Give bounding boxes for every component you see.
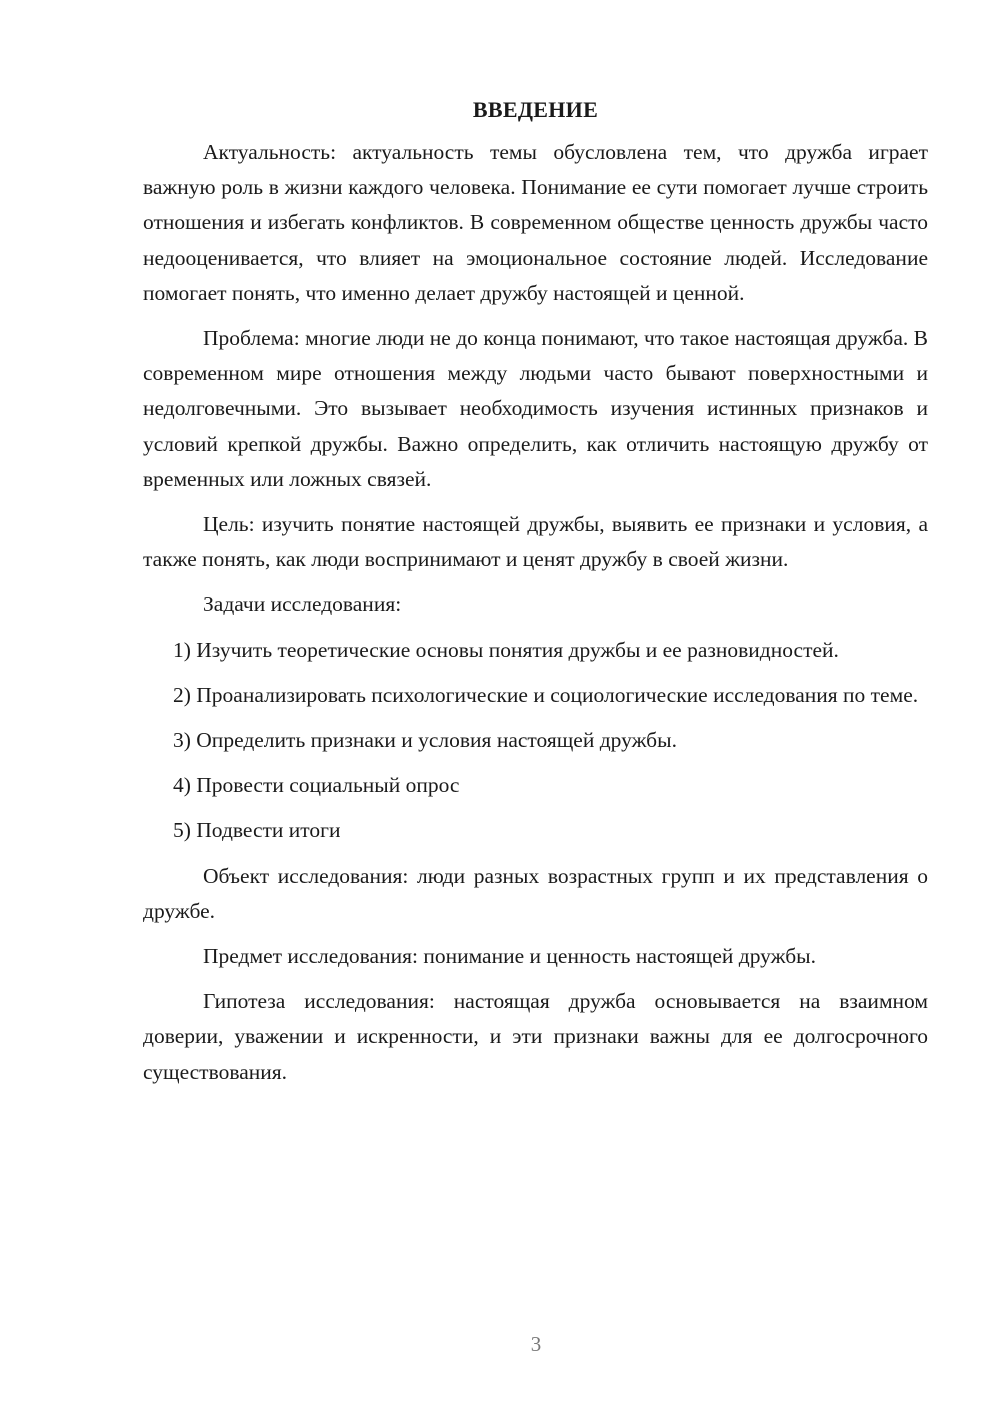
page-number: 3: [530, 1332, 542, 1356]
relevance-paragraph: Актуальность: актуальность темы обусловлена тем, что дружба играет важную роль в жизни каждого человека. Понимание ее сути помогает лучше строить отношения и избегать конфликтов. В современном обществе ценность дружбы часто недооценивается, что влияет на эмоциональное состояние людей. Исследование помогает понять, что именно делает дружбу настоящей и ценной.: [143, 140, 928, 305]
task-item-2: 2) Проанализировать психологические и социологические исследования по теме.: [173, 682, 919, 707]
task-item-1: 1) Изучить теоретические основы понятия дружбы и ее разновидностей.: [173, 637, 839, 662]
page-title: ВВЕДЕНИЕ: [472, 97, 599, 122]
tasks-heading: Задачи исследования:: [203, 592, 402, 617]
hypothesis-paragraph: Гипотеза исследования: настоящая дружба основывается на взаимном доверии, уважении и искренности, и эти признаки важны для ее долгосрочного существования.: [143, 989, 928, 1084]
object-paragraph: Объект исследования: люди разных возрастных групп и их представления о дружбе.: [143, 863, 928, 923]
task-item-3: 3) Определить признаки и условия настоящей дружбы.: [173, 728, 677, 753]
document-page: [143, 92, 928, 1090]
task-item-5: 5) Подвести итоги: [173, 818, 341, 843]
task-item-4: 4) Провести социальный опрос: [173, 773, 460, 798]
goal-paragraph: Цель: изучить понятие настоящей дружбы, выявить ее признаки и условия, а также понять, как люди воспринимают и ценят дружбу в своей жизни.: [143, 512, 928, 572]
subject-paragraph: Предмет исследования: понимание и ценность настоящей дружбы.: [203, 944, 816, 969]
problem-paragraph: Проблема: многие люди не до конца понимают, что такое настоящая дружба. В современном мире отношения между людьми часто бывают поверхностными и недолговечными. Это вызывает необходимость изучения истинных признаков и условий крепкой дружбы. Важно определить, как отличить настоящую дружбу от временных или ложных связей.: [143, 326, 928, 491]
